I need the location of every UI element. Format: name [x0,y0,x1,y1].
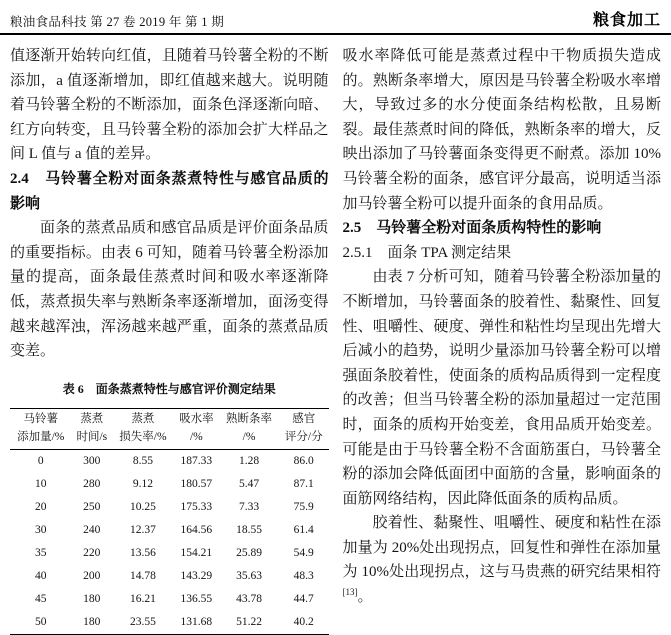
inflection-sentence-end: 。 [357,589,373,606]
table-cell: 50 [34,615,47,628]
table-column-header [219,409,279,450]
column-header-line2: 损失率/% [119,431,167,444]
table-cell: 1.28 [238,454,260,467]
heading-2-5-1: 2.5.1 面条 TPA 测定结果 [342,244,512,261]
table-cell: 200 [83,569,101,582]
table-cell: 40 [34,569,47,582]
table-cell: 12.37 [129,523,156,536]
table-cell: 54.9 [293,546,314,559]
table-cell: 8.55 [132,454,153,467]
table-row [10,542,329,565]
table-cell: 143.29 [180,569,213,582]
table-cell: 20 [34,500,47,513]
table-cell: 280 [83,477,101,490]
table-cell: 7.33 [238,500,260,513]
left-column [10,44,329,635]
paragraph-water-absorption: 吸水率降低可能是蒸煮过程中干物质损失造成的。熟断条率增大，原因是马铃薯全粉吸水率增大，导致过多的水分使面条结构松散，且易断裂。最佳蒸煮时间的降低，熟断条率的增大，反映出添加了马铃薯面条变得更不耐煮。添加 10%马铃薯全粉的面条，感官评分最高，说明适当添加马铃薯全粉可以提升面条的食用品质。 [342,48,661,212]
table-row [10,611,329,635]
table-column-header [71,409,112,450]
page-header [0,0,671,35]
table-6-body [10,449,329,634]
column-header-line1: 熟断条率 [226,413,273,426]
heading-2-4: 2.4 马铃薯全粉对面条蒸煮特性与感官品质的影响 [10,170,329,212]
table-cell: 131.68 [180,615,213,628]
paragraph-color-values: 值逐渐开始转向红值，且随着马铃薯全粉的不断添加，a 值逐渐增加，即红值越来越大。说明随着马铃薯全粉的不断添加，面条色泽逐渐向暗、红方向转变，且马铃薯全粉的添加会扩大样品之间 L 值与 a 值的差异。 [10,48,329,163]
column-header-line1: 吸水率 [179,413,214,426]
table-cell: 30 [34,523,47,536]
table-cell: 35 [34,546,47,559]
column-header-line2: 添加量/% [17,431,65,444]
column-header-line1: 感官 [292,413,316,426]
table-cell: 51.22 [236,615,262,628]
table-6-header [10,409,329,450]
table-cell: 240 [83,523,101,536]
right-column [343,44,662,635]
table-cell: 75.9 [293,500,314,513]
table-cell: 175.33 [180,500,213,513]
table-cell: 250 [83,500,101,513]
table-cell: 44.7 [293,592,314,605]
table-cell: 164.56 [180,523,213,536]
journal-section-label: 粮食加工 [592,12,661,29]
table-cell: 136.55 [180,592,213,605]
column-header-line2: 时间/s [76,431,108,444]
table-row [10,496,329,519]
table-cell: 61.4 [293,523,314,536]
table-cell: 48.3 [293,569,314,582]
column-header-line2: 评分/分 [284,431,323,444]
table-cell: 16.21 [129,592,156,605]
table-cell: 35.63 [236,569,262,582]
table-cell: 300 [83,454,101,467]
paragraph-cooking-quality: 面条的蒸煮品质和感官品质是评价面条品质的重要指标。由表 6 可知，随着马铃薯全粉添加量的提高，面条最佳蒸煮时间和吸水率逐渐降低，蒸煮损失率与熟断条率逐渐增加，面汤变得越来越浑浊，浑汤越来越严重，面条的蒸煮品质变差。 [10,220,329,360]
table-cell: 154.21 [180,546,213,559]
table-cell: 45 [34,592,47,605]
table-cell: 10.25 [129,500,156,513]
table-cell: 25.89 [236,546,262,559]
table-cell: 87.1 [293,477,314,490]
table-cell: 5.47 [238,477,260,490]
column-header-line1: 蒸煮 [80,413,104,426]
table-column-header [174,409,220,450]
table-6 [10,408,329,635]
table-column-header [112,409,173,450]
heading-2-5: 2.5 马铃薯全粉对面条质构特性的影响 [342,220,602,237]
table-cell: 9.12 [132,477,153,490]
table-row [10,473,329,496]
table-column-header [279,409,329,450]
column-header-line2: /% [189,431,203,444]
table-cell: 0 [37,454,44,467]
table-cell: 187.33 [180,454,213,467]
paragraph-tpa-results: 由表 7 分析可知，随着马铃薯全粉添加量的不断增加，马铃薯面条的胶着性、黏聚性、回复性、咀嚼性、硬度、弹性和粘性均呈现出先增大后减小的趋势，说明少量添加马铃薯全粉可以增强面条胶着性，使面条的质构品质得到一定程度的改善；但当马铃薯全粉的添加量超过一定范围时，面条的质构开始变差，食用品质开始变差。可能是由于马铃薯全粉不含面筋蛋白，马铃薯全粉的添加会降低面团中面筋的含量，影响面条的面筋网络结构，因此降低面条的质构品质。 [342,269,661,507]
table-cell: 40.2 [293,615,314,628]
citation-reference-13: [13] [342,587,358,598]
table-cell: 86.0 [293,454,314,467]
table-cell: 180 [83,592,101,605]
table-cell: 220 [83,546,101,559]
table-cell: 180 [83,615,101,628]
column-header-line2: /% [242,431,256,444]
table-cell: 13.56 [129,546,156,559]
table-cell: 23.55 [129,615,156,628]
table-cell: 10 [34,477,47,490]
paragraph-inflection-points [343,511,662,609]
table-column-header [10,409,71,450]
column-header-line1: 蒸煮 [131,413,155,426]
column-header-line1: 马铃薯 [23,413,58,426]
table-row [10,449,329,473]
table-cell: 18.55 [236,523,262,536]
table-cell: 43.78 [236,592,262,605]
table-row [10,588,329,611]
page-content [0,35,671,635]
table-cell: 14.78 [129,569,156,582]
journal-issue-info: 粮油食品科技 第 27 卷 2019 年 第 1 期 [10,15,225,29]
table-6-header-row [10,409,329,450]
inflection-text: 胶着性、黏聚性、咀嚼性、硬度和粘性在添加量为 20%处出现拐点，回复性和弹性在添加量为 10%处出现拐点，这与马贵燕的研究结果相符 [342,515,661,581]
table-6-caption: 表 6 面条蒸煮特性与感官评价测定结果 [62,381,276,396]
table-row [10,519,329,542]
table-cell: 180.57 [180,477,213,490]
table-row [10,565,329,588]
